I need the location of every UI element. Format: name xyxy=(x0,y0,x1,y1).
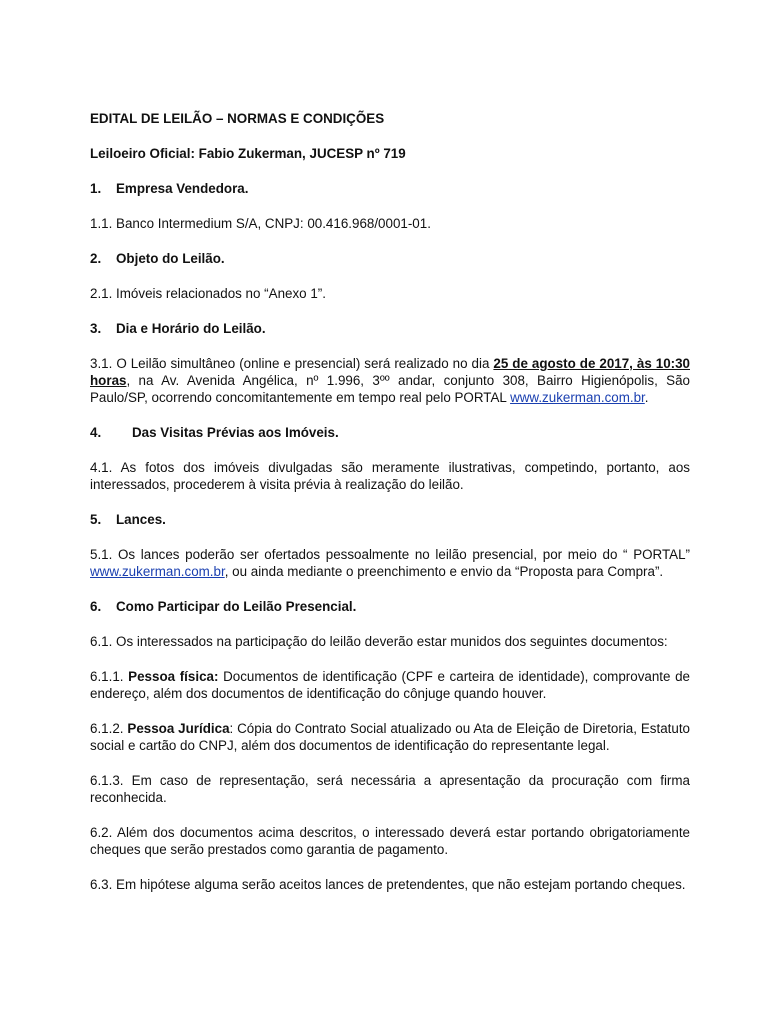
paragraph-6-1-3: 6.1.3. Em caso de representação, será necessária a apresentação da procuração com firma reconhecida. xyxy=(90,773,690,805)
portal-link[interactable]: www.zukerman.com.br xyxy=(510,390,645,405)
paragraph-6-1: 6.1. Os interessados na participação do leilão deverão estar munidos dos seguintes documentos: xyxy=(90,634,668,649)
section-number: 6. xyxy=(90,599,102,614)
section-title: Lances. xyxy=(116,512,166,527)
section-number: 5. xyxy=(90,512,102,527)
text-run: : Cópia do Contrato Social atualizado ou Ata de Eleição de Diretoria, Estatuto social e cartão do CNPJ, além dos documentos de identificação do representante legal. xyxy=(90,721,690,753)
section-4-heading xyxy=(90,424,690,441)
paragraph-6-1-2 xyxy=(90,720,690,754)
paragraph-6-3: 6.3. Em hipótese alguma serão aceitos lances de pretendentes, que não estejam portando cheques. xyxy=(90,877,686,892)
auctioneer-line: Leiloeiro Oficial: Fabio Zukerman, JUCESP nº 719 xyxy=(90,146,406,161)
auction-date: 25 de agosto de 2017, às 10:30 horas xyxy=(90,356,690,388)
text-run: 5.1. Os lances poderão ser ofertados pessoalmente no leilão presencial, por meio do “ PORTAL” xyxy=(90,547,690,562)
section-3-heading xyxy=(90,320,690,337)
document-title: EDITAL DE LEILÃO – NORMAS E CONDIÇÕES xyxy=(90,111,385,126)
text-run: Documentos de identificação (CPF e carteira de identidade), comprovante de endereço, além dos documentos de identificação do cônjuge quando houver. xyxy=(90,669,690,701)
clause-number: 6.1.1. xyxy=(90,669,129,684)
section-title: Dia e Horário do Leilão. xyxy=(116,321,266,336)
section-5-heading xyxy=(90,511,690,528)
section-title: Das Visitas Prévias aos Imóveis. xyxy=(132,425,339,440)
section-number: 4. xyxy=(90,425,102,440)
text-run: , ou ainda mediante o preenchimento e envio da “Proposta para Compra”. xyxy=(224,564,664,579)
paragraph-2-1: 2.1. Imóveis relacionados no “Anexo 1”. xyxy=(90,286,326,301)
clause-number: 6.1.2. xyxy=(90,721,128,736)
text-run: . xyxy=(644,390,649,405)
text-run: , na Av. Avenida Angélica, nº 1.996, 3ºº andar, conjunto 308, Bairro Higienópolis, São Paulo/SP, ocorrendo concomitantemente em tempo real pelo PORTAL xyxy=(90,373,690,405)
clause-label: Pessoa física: xyxy=(128,669,219,684)
document-page xyxy=(90,110,690,893)
paragraph-4-1: 4.1. As fotos dos imóveis divulgadas são meramente ilustrativas, competindo, portanto, aos interessados, procederem à visita prévia à realização do leilão. xyxy=(90,460,690,492)
paragraph-3-1 xyxy=(90,355,690,406)
section-title: Objeto do Leilão. xyxy=(116,251,225,266)
section-title: Empresa Vendedora. xyxy=(116,181,249,196)
clause-label: Pessoa Jurídica xyxy=(127,721,230,736)
paragraph-1-1: 1.1. Banco Intermedium S/A, CNPJ: 00.416.968/0001-01. xyxy=(90,216,431,231)
section-6-heading xyxy=(90,598,690,615)
section-number: 3. xyxy=(90,321,102,336)
section-title: Como Participar do Leilão Presencial. xyxy=(116,599,357,614)
section-number: 1. xyxy=(90,181,102,196)
section-number: 2. xyxy=(90,251,102,266)
section-2-heading xyxy=(90,250,690,267)
section-1-heading xyxy=(90,180,690,197)
paragraph-6-1-1 xyxy=(90,668,690,702)
paragraph-6-2: 6.2. Além dos documentos acima descritos, o interessado deverá estar portando obrigatoriamente cheques que serão prestados como garantia de pagamento. xyxy=(90,825,690,857)
text-run: 3.1. O Leilão simultâneo (online e presencial) será realizado no dia xyxy=(90,356,494,371)
paragraph-5-1 xyxy=(90,546,690,580)
portal-link[interactable]: www.zukerman.com.br xyxy=(90,564,225,579)
